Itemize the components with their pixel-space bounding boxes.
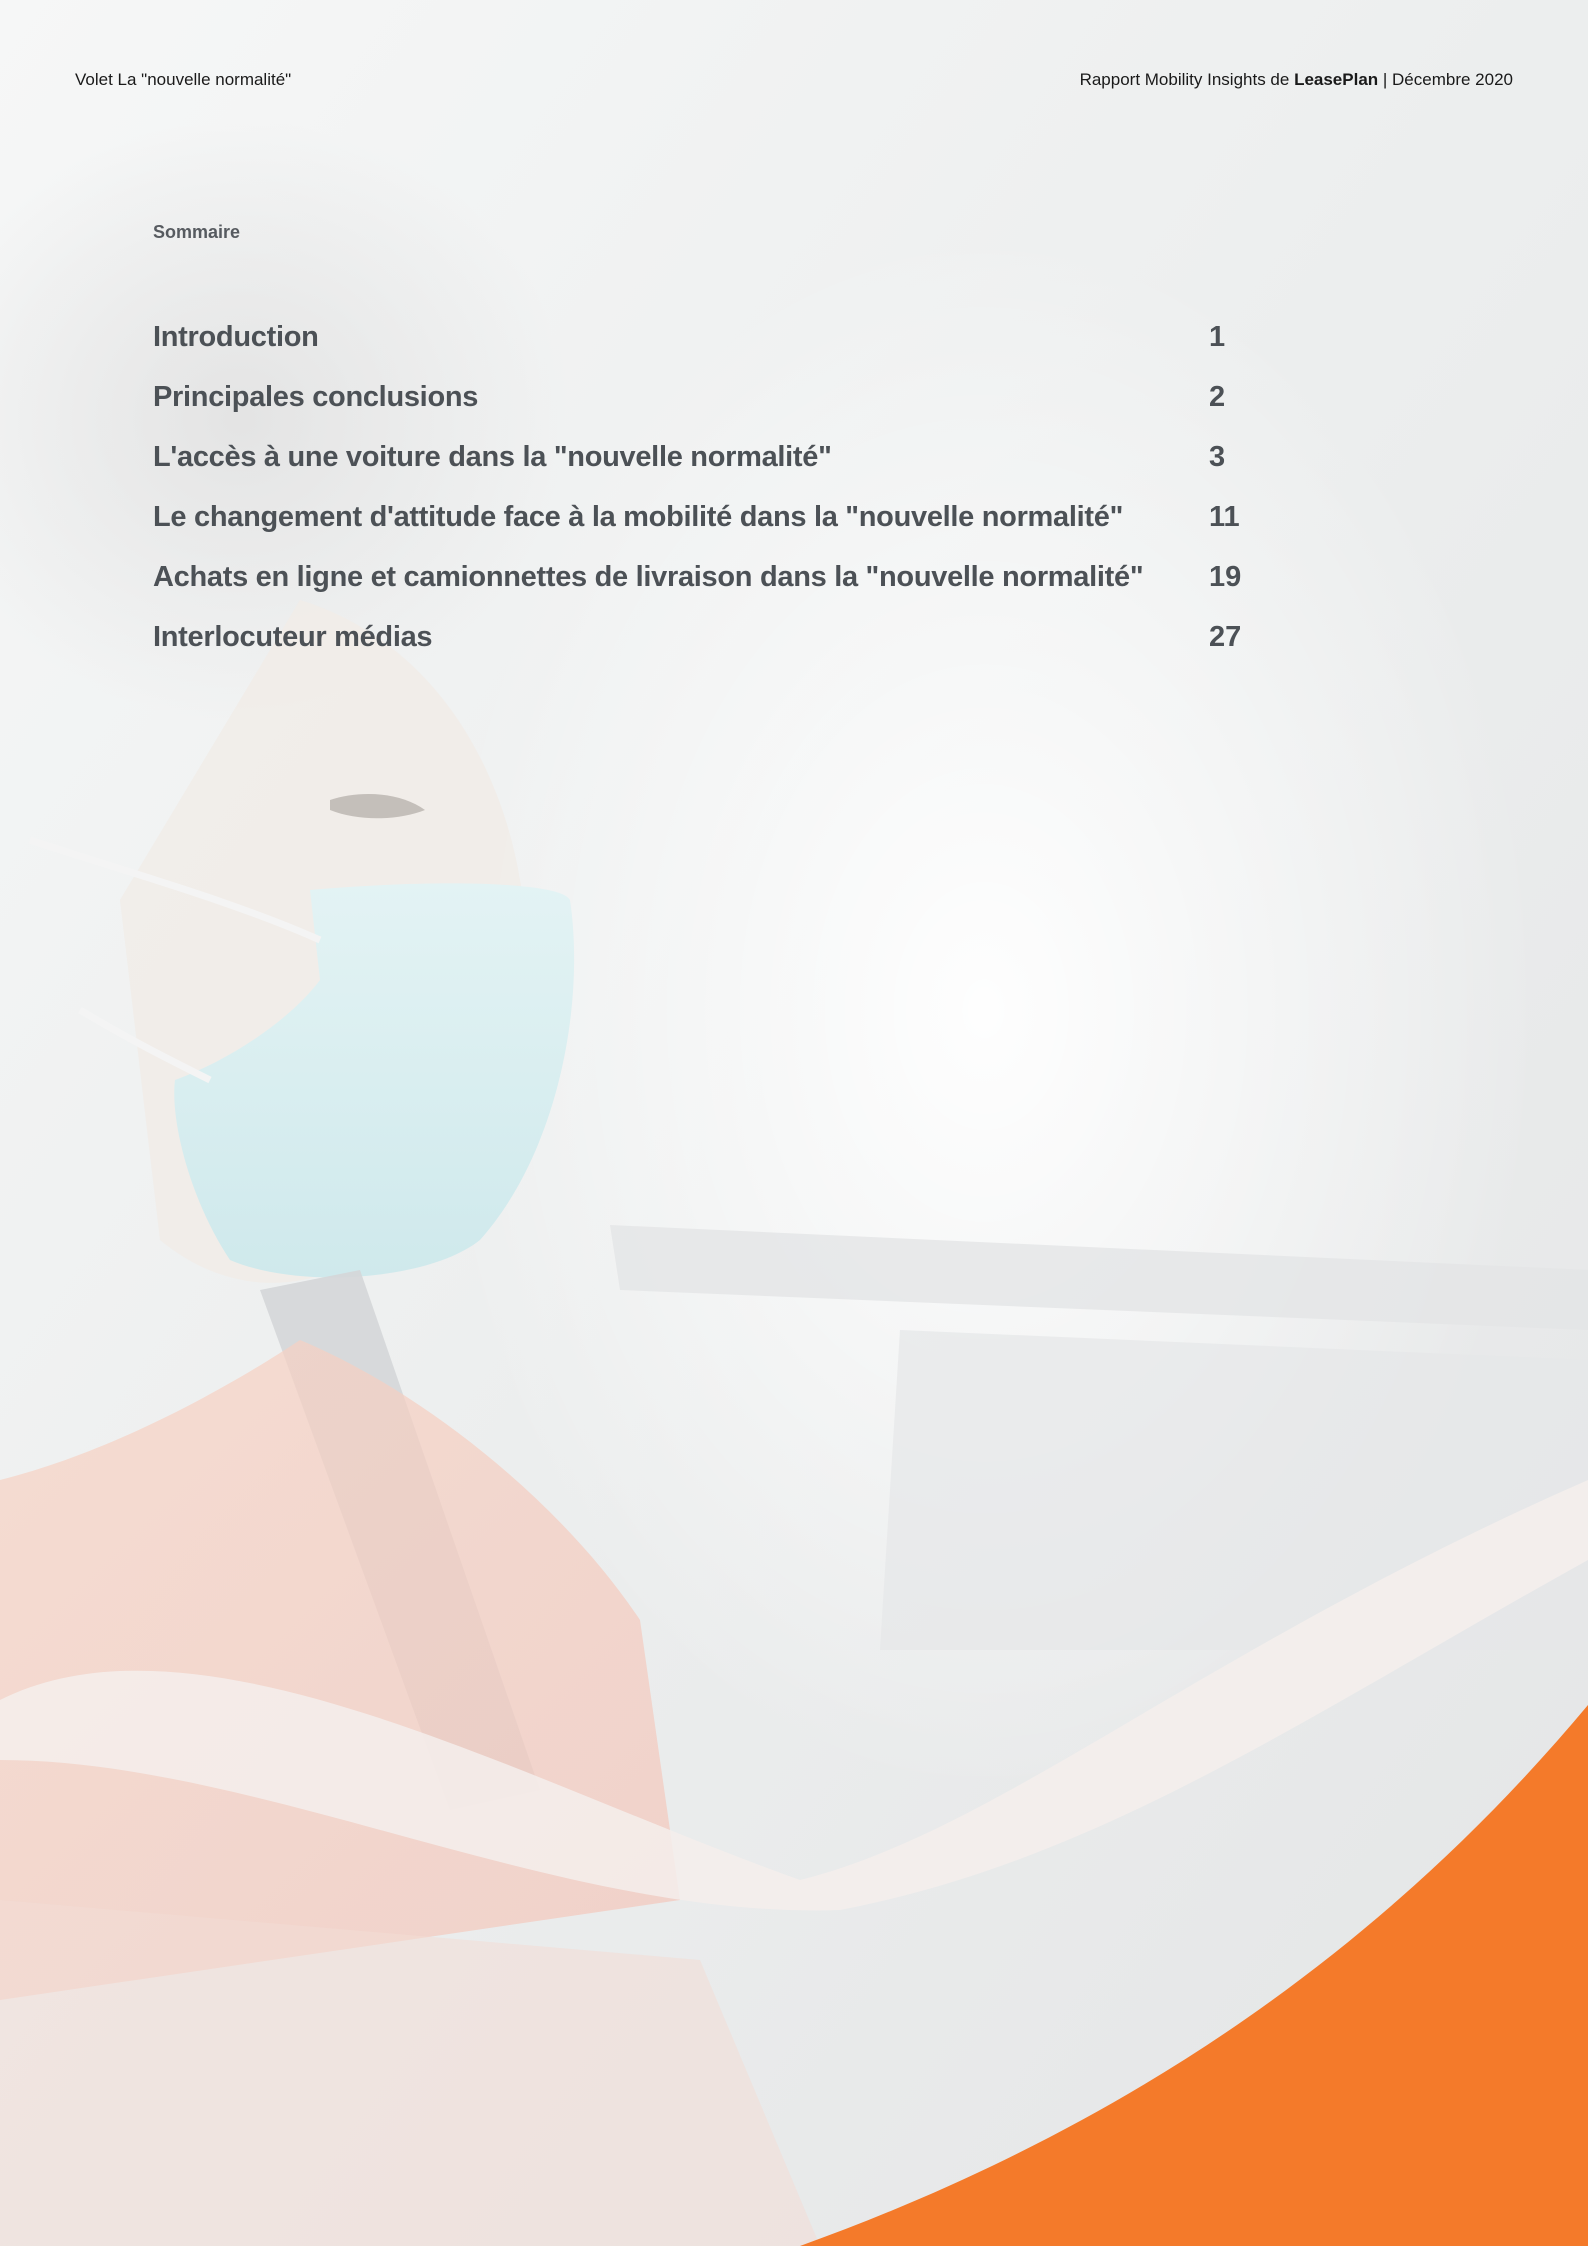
toc-entry-page: 27: [1209, 621, 1242, 653]
report-date: | Décembre 2020: [1378, 70, 1513, 89]
report-title: [1080, 70, 1513, 90]
toc-entry-title: Introduction: [153, 321, 319, 353]
table-of-contents: [153, 222, 1263, 681]
toc-entry-title: L'accès à une voiture dans la "nouvelle normalité": [153, 441, 832, 473]
toc-entry-page: 1: [1209, 321, 1226, 353]
toc-entry-page: 2: [1209, 381, 1226, 413]
report-title-prefix: Rapport Mobility Insights de: [1079, 70, 1295, 89]
toc-entry[interactable]: [153, 441, 1263, 501]
section-label: Volet La "nouvelle normalité": [75, 70, 292, 89]
toc-list: [153, 321, 1263, 681]
toc-heading: Sommaire: [153, 222, 241, 242]
toc-entry[interactable]: [153, 621, 1263, 681]
toc-entry[interactable]: [153, 381, 1263, 441]
toc-entry-page: 3: [1209, 441, 1226, 473]
brand-name: LeasePlan: [1294, 70, 1379, 89]
toc-entry-page: 11: [1209, 501, 1240, 533]
toc-entry[interactable]: [153, 561, 1263, 621]
toc-entry[interactable]: [153, 321, 1263, 381]
toc-entry[interactable]: [153, 501, 1263, 561]
toc-entry-page: 19: [1209, 561, 1242, 593]
page-header: [75, 70, 1513, 94]
toc-entry-title: Achats en ligne et camionnettes de livraison dans la "nouvelle normalité": [153, 561, 1144, 593]
toc-entry-title: Principales conclusions: [153, 381, 479, 413]
toc-entry-title: Interlocuteur médias: [153, 621, 433, 653]
toc-entry-title: Le changement d'attitude face à la mobilité dans la "nouvelle normalité": [153, 501, 1124, 533]
